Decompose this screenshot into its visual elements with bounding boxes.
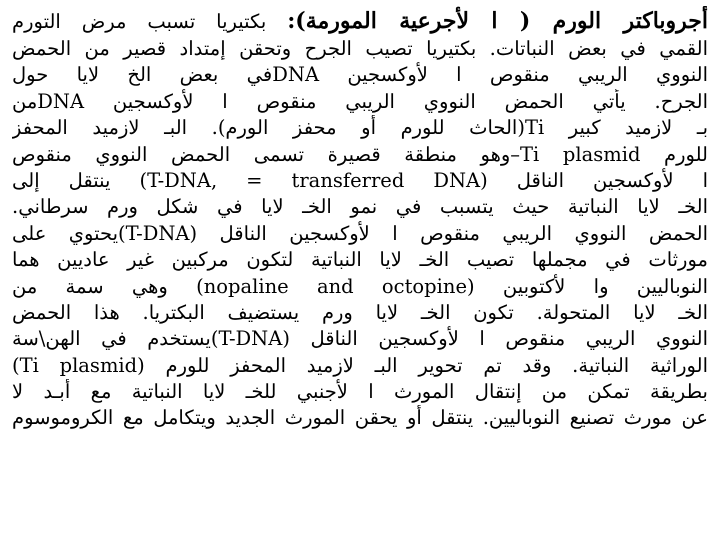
text-line-11: النوباليين وا لأكتوبين (nopaline and octopine) وهي سمة من: [12, 274, 708, 298]
text-line-1: [12, 6, 708, 36]
text-line-6: للورم Ti plasmid–وهو منطقة قصيرة تسمى الحمض النووي منقوص: [12, 142, 708, 166]
text-line-14: الوراثية النباتية. وقد تم تحوير البـ لازميد المحفز للورم (Ti plasmid): [12, 353, 708, 377]
text-line-15: بطريقة تمكن من إنتقال المورث ا لأجنبي للخـ لايا النباتية مع أبـد لا: [12, 380, 708, 404]
text-line-3: النووي الريبي منقوص ا لأوكسجين DNAفي بعض الخ لايا حول: [12, 63, 708, 87]
text-line-10: مورثات في مجملها تصيب الخـ لايا النباتية لتكون مركبين غير عاديين هما: [12, 248, 708, 272]
text-line-16: عن مورث تصنيع النوباليين. ينتقل أو يحقن المورث الجديد ويتكامل مع الكروموسوم: [12, 406, 708, 430]
document-page: [12, 6, 708, 534]
title-continuation: بكتيريا تسبب مرض التورم: [12, 10, 267, 33]
text-line-5: بـ لازميد كبير Ti(الحاث للورم أو محفز الورم). البـ لازميد المحفز: [12, 116, 708, 140]
text-line-9: الحمض النووي الريبي منقوص ا لأوكسجين الناقل (T-DNA)يحتوي على: [12, 221, 708, 245]
text-line-8: الخـ لايا النباتية حيث يتسبب في نمو الخـ لايا في شكل ورم سرطاني.: [12, 195, 708, 219]
text-line-4: الجرح. يأتي الحمض النووي الريبي منقوص ا لأوكسجين DNAمن: [12, 89, 708, 113]
text-line-12: الخـ لايا المتحولة. تكون الخـ لايا ورم يستضيف البكتريا. هذا الحمض: [12, 300, 708, 324]
text-line-2: القمي في بعض النباتات. بكتيريا تصيب الجرح وتحقن إمتداد قصير من الحمض: [12, 37, 708, 60]
text-line-7: ا لأوكسجين الناقل (T-DNA, = transferred DNA) ينتقل إلى: [12, 168, 708, 192]
text-line-13: النووي الريبي منقوص ا لأوكسجين الناقل (T-DNA)يستخدم في الهن\سة: [12, 327, 708, 351]
document-title: أجروباكتر الورم ( ا لأجرعية المورمة):: [287, 8, 708, 34]
